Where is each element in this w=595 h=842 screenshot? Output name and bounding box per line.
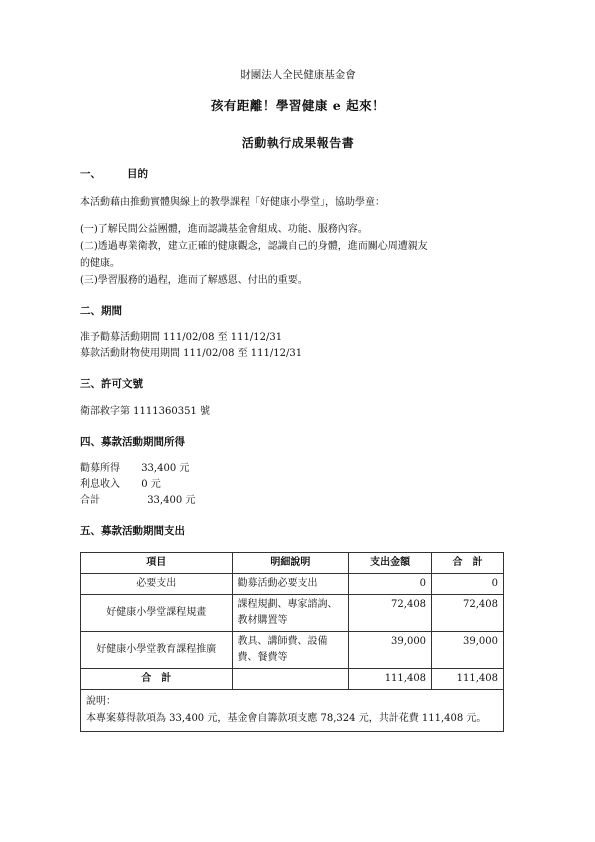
income-list [80,461,516,509]
section-2-heading: 二、期間 [80,305,122,318]
sum-detail [232,669,349,690]
cell-total: 0 [432,574,504,595]
cell-detail: 勸募活動必要支出 [232,574,349,595]
note-label: 說明： [86,696,116,708]
table-note [80,690,504,732]
section-2-body [80,330,516,362]
fund-use-period: 募款活動財物使用期間 111/02/08 至 111/12/31 [80,348,303,359]
cell-item: 好健康小學堂課程規畫 [81,595,233,632]
table-header-row [81,553,504,574]
permit-number: 衛部救字第 1111360351 號 [80,405,210,417]
list-item: (一)了解民間公益團體，進而認識基金會組成、功能、服務內容。 [80,224,368,236]
income-label: 勸募所得 [80,462,120,474]
section-1-list [80,221,516,289]
income-row [80,461,516,477]
list-item: (三)學習服務的過程，進而了解感恩、付出的重要。 [80,275,308,287]
sum-label: 合 計 [81,669,233,690]
section-1-title: 目的 [127,167,148,180]
note-text: 本專案募得款項為 33,400 元，基金會自籌款項支應 78,324 元，共計花費 111,408 元。 [86,713,487,725]
cell-amount: 39,000 [349,632,432,669]
total-row [80,493,516,509]
cell-amount: 72,408 [349,595,432,632]
section-1-heading [80,167,516,183]
section-1-number: 一、 [80,167,101,180]
interest-row [80,477,516,493]
campaign-period: 准予勸募活動期間 111/02/08 至 111/12/31 [80,332,283,343]
sum-total: 111,408 [432,669,504,690]
income-value: 33,400 元 [141,462,190,474]
header-item: 項目 [81,553,233,574]
list-item: (二)透過專業衛教，建立正確的健康觀念，認識自己的身體，進而關心周遭親友 [80,241,428,253]
interest-value: 0 元 [141,478,161,490]
total-value: 33,400 元 [147,494,196,506]
interest-label: 利息收入 [80,478,120,490]
total-label: 合計 [80,494,100,506]
header-detail: 明細說明 [232,553,349,574]
section-3-heading: 三、許可文號 [80,378,143,390]
cell-amount: 0 [349,574,432,595]
document-title: 活動執行成果報告書 [241,135,355,150]
header-amount: 支出金額 [349,553,432,574]
organization-name: 財團法人全民健康基金會 [240,69,356,81]
cell-total: 72,408 [432,595,504,632]
cell-total: 39,000 [432,632,504,669]
sum-amount: 111,408 [349,669,432,690]
header-total: 合 計 [432,553,504,574]
table-row [81,595,504,632]
section-1-intro: 本活動藉由推動實體與線上的教學課程「好健康小學堂」，協助學童： [80,197,385,209]
cell-detail: 課程規劃、專家諮詢、教材購置等 [232,595,349,632]
expense-table [80,552,504,690]
table-sum-row [81,669,504,690]
section-4-heading: 四、募款活動期間所得 [80,435,185,448]
cell-item: 好健康小學堂教育課程推廣 [81,632,233,669]
cell-item: 必要支出 [81,574,233,595]
list-item: 的健康。 [80,258,120,270]
cell-detail: 教具、講師費、設備費、餐費等 [232,632,349,669]
campaign-slogan: 孩有距離！學習健康 e 起來！ [210,97,386,113]
table-row [81,632,504,669]
document-page [80,68,516,732]
section-5-heading: 五、募款活動期間支出 [80,524,185,537]
table-row [81,574,504,595]
